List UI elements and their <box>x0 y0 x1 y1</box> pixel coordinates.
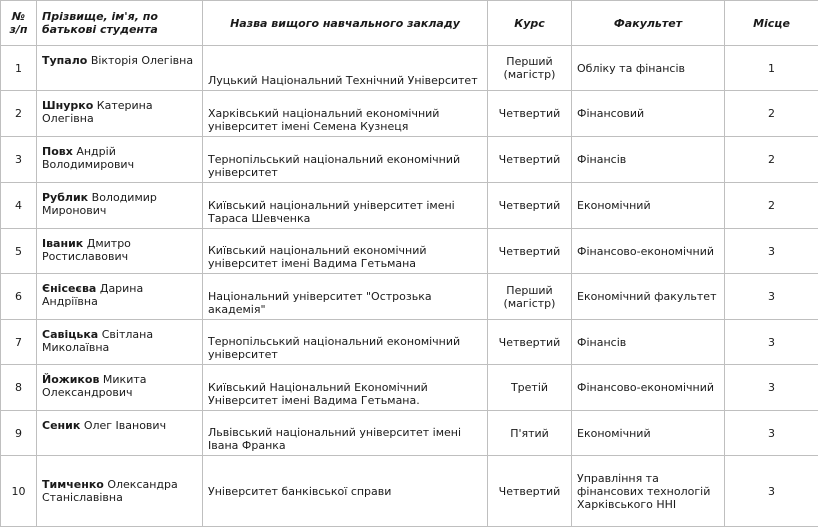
faculty: Фінансово-економічний <box>572 229 725 274</box>
student-surname: Іваник <box>42 237 83 250</box>
student-given-name: Дарина Андріївна <box>42 282 143 308</box>
faculty: Управління та фінансових технологій Харківського ННІ <box>572 456 725 527</box>
course: Четвертий <box>488 137 572 183</box>
student-name <box>37 274 203 320</box>
faculty: Фінансово-економічний <box>572 365 725 411</box>
row-number: 9 <box>1 411 37 456</box>
row-number: 7 <box>1 320 37 365</box>
course: Третій <box>488 365 572 411</box>
course: Четвертий <box>488 320 572 365</box>
university-name: Луцький Національний Технічний Університет <box>203 46 488 91</box>
table-row <box>1 91 818 137</box>
student-name <box>37 183 203 229</box>
table-row <box>1 229 818 274</box>
university-name: Тернопільський національний економічний університет <box>203 320 488 365</box>
table-row <box>1 46 818 91</box>
student-name <box>37 229 203 274</box>
faculty: Фінансів <box>572 137 725 183</box>
row-number: 2 <box>1 91 37 137</box>
student-name <box>37 365 203 411</box>
course: Перший (магістр) <box>488 46 572 91</box>
student-surname: Сеник <box>42 419 80 432</box>
university-name: Київський національний економічний університет імені Вадима Гетьмана <box>203 229 488 274</box>
header-university: Назва вищого навчального закладу <box>203 1 488 46</box>
place: 3 <box>725 365 818 411</box>
student-name <box>37 91 203 137</box>
student-given-name: Світлана Миколаївна <box>42 328 153 354</box>
header-name: Прізвище, ім'я, по батькові студента <box>37 1 203 46</box>
table-row <box>1 320 818 365</box>
student-surname: Савіцька <box>42 328 98 341</box>
student-given-name: Андрій Володимирович <box>42 145 134 171</box>
place: 2 <box>725 137 818 183</box>
student-surname: Йожиков <box>42 373 99 386</box>
course: Четвертий <box>488 91 572 137</box>
faculty: Економічний <box>572 183 725 229</box>
student-surname: Повх <box>42 145 73 158</box>
university-name: Київський Національний Економічний Університет імені Вадима Гетьмана. <box>203 365 488 411</box>
student-given-name: Катерина Олегівна <box>42 99 153 125</box>
row-number: 6 <box>1 274 37 320</box>
faculty: Економічний <box>572 411 725 456</box>
university-name: Київський національний університет імені Тараса Шевченка <box>203 183 488 229</box>
faculty: Економічний факультет <box>572 274 725 320</box>
place: 3 <box>725 320 818 365</box>
course: Четвертий <box>488 229 572 274</box>
place: 2 <box>725 91 818 137</box>
faculty: Фінансовий <box>572 91 725 137</box>
university-name: Харківський національний економічний університет імені Семена Кузнеця <box>203 91 488 137</box>
student-name <box>37 456 203 527</box>
course: Четвертий <box>488 183 572 229</box>
student-name <box>37 46 203 91</box>
student-given-name: Дмитро Ростиславович <box>42 237 131 263</box>
place: 3 <box>725 229 818 274</box>
student-name <box>37 137 203 183</box>
header-faculty: Факультет <box>572 1 725 46</box>
row-number: 8 <box>1 365 37 411</box>
table-row <box>1 137 818 183</box>
table-row <box>1 183 818 229</box>
header-place: Місце <box>725 1 818 46</box>
place: 2 <box>725 183 818 229</box>
place: 1 <box>725 46 818 91</box>
table-row <box>1 411 818 456</box>
row-number: 5 <box>1 229 37 274</box>
student-surname: Шнурко <box>42 99 93 112</box>
student-given-name: Олег Іванович <box>84 419 166 432</box>
course: Перший (магістр) <box>488 274 572 320</box>
row-number: 3 <box>1 137 37 183</box>
student-name <box>37 411 203 456</box>
student-surname: Єнісеєва <box>42 282 96 295</box>
header-num: № з/п <box>1 1 37 46</box>
student-given-name: Микита Олександрович <box>42 373 147 399</box>
faculty: Фінансів <box>572 320 725 365</box>
student-surname: Тимченко <box>42 478 104 491</box>
row-number: 10 <box>1 456 37 527</box>
university-name: Національний університет "Острозька академія" <box>203 274 488 320</box>
course: Четвертий <box>488 456 572 527</box>
student-name <box>37 320 203 365</box>
place: 3 <box>725 411 818 456</box>
table-row <box>1 365 818 411</box>
student-given-name: Володимир Миронович <box>42 191 157 217</box>
student-given-name: Вікторія Олегівна <box>91 54 193 67</box>
course: П'ятий <box>488 411 572 456</box>
student-given-name: Олександра Станіславівна <box>42 478 178 504</box>
university-name: Університет банківської справи <box>203 456 488 527</box>
university-name: Львівський національний університет імені Івана Франка <box>203 411 488 456</box>
student-surname: Тупало <box>42 54 87 67</box>
header-course: Курс <box>488 1 572 46</box>
row-number: 1 <box>1 46 37 91</box>
place: 3 <box>725 456 818 527</box>
student-surname: Рублик <box>42 191 88 204</box>
table-row <box>1 274 818 320</box>
table-row <box>1 456 818 527</box>
university-name: Тернопільський національний економічний університет <box>203 137 488 183</box>
faculty: Обліку та фінансів <box>572 46 725 91</box>
header-row <box>1 1 818 46</box>
row-number: 4 <box>1 183 37 229</box>
place: 3 <box>725 274 818 320</box>
